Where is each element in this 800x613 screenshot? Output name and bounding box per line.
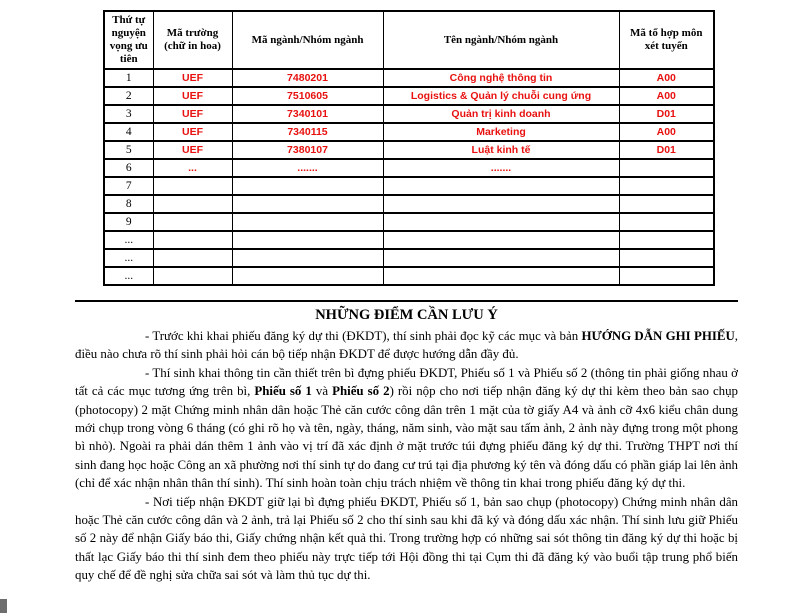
cell-school-code: UEF <box>153 69 232 87</box>
cell-major-code: 7340101 <box>232 105 383 123</box>
cell-school-code: UEF <box>153 123 232 141</box>
cell-school-code <box>153 231 232 249</box>
cell-subject-combination <box>619 195 714 213</box>
table-row <box>104 69 714 87</box>
cell-priority-order: ... <box>104 267 153 285</box>
cell-major-name: Luật kinh tế <box>383 141 619 159</box>
cell-major-code: 7380107 <box>232 141 383 159</box>
cell-subject-combination <box>619 159 714 177</box>
note-paragraph <box>75 364 738 493</box>
table-row <box>104 141 714 159</box>
cell-priority-order: 1 <box>104 69 153 87</box>
cell-major-name <box>383 249 619 267</box>
cell-major-name <box>383 267 619 285</box>
table-row <box>104 177 714 195</box>
note-text: - Nơi tiếp nhận ĐKDT giữ lại bì đựng phiếu ĐKDT, Phiếu số 1, bản sao chụp (photocopy) Chứng minh nhân dân hoặc Thẻ căn cước công dân và 2 ảnh, trả lại Phiếu số 2 cho thí sinh sau khi đã ký và đóng dấu xác nhận. Thí sinh lưu giữ Phiếu số 2 này để nhận Giấy báo thi, Giấy chứng nhận kết quả thi. Trong trường hợp có những sai sót thông tin đăng ký dự thi hoặc bị thất lạc Giấy báo thi thí sinh đem theo phiếu này trực tiếp tới Hội đồng thi tại Cụm thi đã đăng ký vào buổi tập trung phổ biến quy chế để đề nghị sửa chữa sai sót và làm thủ tục dự thi. <box>75 494 738 583</box>
cell-subject-combination <box>619 213 714 231</box>
cell-subject-combination <box>619 231 714 249</box>
cell-priority-order: 8 <box>104 195 153 213</box>
cell-major-code <box>232 213 383 231</box>
table-row <box>104 105 714 123</box>
note-text: - Trước khi khai phiếu đăng ký dự thi (ĐKDT), thí sinh phải đọc kỹ các mục và bản <box>145 329 582 343</box>
cell-major-name <box>383 213 619 231</box>
cell-subject-combination: A00 <box>619 87 714 105</box>
cell-major-code: 7510605 <box>232 87 383 105</box>
cell-major-name: ....... <box>383 159 619 177</box>
cell-school-code <box>153 267 232 285</box>
cell-school-code <box>153 213 232 231</box>
note-bold-text: Phiếu số 1 <box>254 384 312 399</box>
header-priority-order: Thứ tự nguyện vọng ưu tiên <box>104 11 153 69</box>
cell-major-code: 7480201 <box>232 69 383 87</box>
cell-subject-combination <box>619 177 714 195</box>
cell-school-code <box>153 177 232 195</box>
cell-major-name <box>383 177 619 195</box>
cell-school-code: ... <box>153 159 232 177</box>
cell-major-name <box>383 195 619 213</box>
cell-major-name: Marketing <box>383 123 619 141</box>
cell-subject-combination <box>619 249 714 267</box>
header-major-name: Tên ngành/Nhóm ngành <box>383 11 619 69</box>
cell-major-code <box>232 231 383 249</box>
cell-priority-order: 2 <box>104 87 153 105</box>
notes-divider <box>75 300 738 302</box>
header-major-code: Mã ngành/Nhóm ngành <box>232 11 383 69</box>
header-subject-combination: Mã tổ hợp môn xét tuyển <box>619 11 714 69</box>
cell-major-code <box>232 195 383 213</box>
note-text: và <box>311 384 333 399</box>
table-row <box>104 249 714 267</box>
cell-school-code: UEF <box>153 141 232 159</box>
table-row <box>104 159 714 177</box>
note-bold-text: HƯỚNG DẪN GHI PHIẾU <box>581 329 735 343</box>
cell-major-code: ....... <box>232 159 383 177</box>
cell-priority-order: ... <box>104 231 153 249</box>
cell-priority-order: 7 <box>104 177 153 195</box>
cell-major-name: Công nghệ thông tin <box>383 69 619 87</box>
notes-paragraphs <box>75 327 738 585</box>
cell-priority-order: 5 <box>104 141 153 159</box>
cell-priority-order: ... <box>104 249 153 267</box>
cell-major-code: 7340115 <box>232 123 383 141</box>
cell-major-code <box>232 249 383 267</box>
scan-artifact <box>0 599 7 613</box>
cell-major-code <box>232 177 383 195</box>
cell-priority-order: 6 <box>104 159 153 177</box>
cell-school-code <box>153 195 232 213</box>
note-paragraph <box>75 327 738 364</box>
cell-priority-order: 3 <box>104 105 153 123</box>
cell-subject-combination <box>619 267 714 285</box>
table-row <box>104 195 714 213</box>
cell-subject-combination: A00 <box>619 123 714 141</box>
cell-major-name: Quản trị kinh doanh <box>383 105 619 123</box>
table-header-row <box>104 11 714 69</box>
note-text: - Thí sinh khai thông tin cần thiết trên bì đựng phiếu ĐKDT, Phiếu số 1 và Phiếu số 2 (thông tin phải giống nhau ở tất cả các mục tương ứng trên bì, <box>75 365 738 399</box>
table-row <box>104 231 714 249</box>
table-row <box>104 87 714 105</box>
notes-section <box>75 300 738 585</box>
note-text: , điều nào chưa rõ thí sinh phải hỏi cán bộ tiếp nhận ĐKDT để được hướng dẫn đầy đủ. <box>75 329 738 362</box>
notes-title: NHỮNG ĐIỂM CẦN LƯU Ý <box>315 307 498 323</box>
table-row <box>104 123 714 141</box>
cell-subject-combination: D01 <box>619 105 714 123</box>
note-bold-text: Phiếu số 2 <box>332 384 390 399</box>
cell-priority-order: 4 <box>104 123 153 141</box>
cell-subject-combination: D01 <box>619 141 714 159</box>
cell-major-name <box>383 231 619 249</box>
table-row <box>104 267 714 285</box>
cell-school-code: UEF <box>153 87 232 105</box>
cell-subject-combination: A00 <box>619 69 714 87</box>
note-paragraph <box>75 493 738 585</box>
header-school-code: Mã trường (chữ in hoa) <box>153 11 232 69</box>
cell-school-code: UEF <box>153 105 232 123</box>
cell-major-name: Logistics & Quản lý chuỗi cung ứng <box>383 87 619 105</box>
cell-major-code <box>232 267 383 285</box>
cell-school-code <box>153 249 232 267</box>
table-row <box>104 213 714 231</box>
note-text: ) rồi nộp cho nơi tiếp nhận đăng ký dự thi kèm theo bản sao chụp (photocopy) 2 mặt Chứng minh nhân dân hoặc Thẻ căn cước công dân trên 1 mặt của tờ giấy A4 và ảnh cỡ 4x6 kiểu chân dung mới chụp trong vòng 6 tháng (có ghi rõ họ và tên, ngày, tháng, năm sinh, vào mặt sau tấm ảnh, 2 ảnh này đựng trong một phong bì nhỏ). Ngoài ra phải dán thêm 1 ảnh vào vị trí đã xác định ở mặt trước túi đựng phiếu đăng ký dự thi. Trường THPT nơi thí sinh đang học hoặc Công an xã phường nơi thí sinh tự do đang cư trú tại địa phương ký tên và đóng dấu có phần giáp lai lên ảnh (chỉ để xác nhận nhân thân thí sinh). Thí sinh hoàn toàn chịu trách nhiệm về thông tin khai trong phiếu đăng ký dự thi. <box>75 384 738 491</box>
admission-choices-table <box>103 10 715 286</box>
cell-priority-order: 9 <box>104 213 153 231</box>
